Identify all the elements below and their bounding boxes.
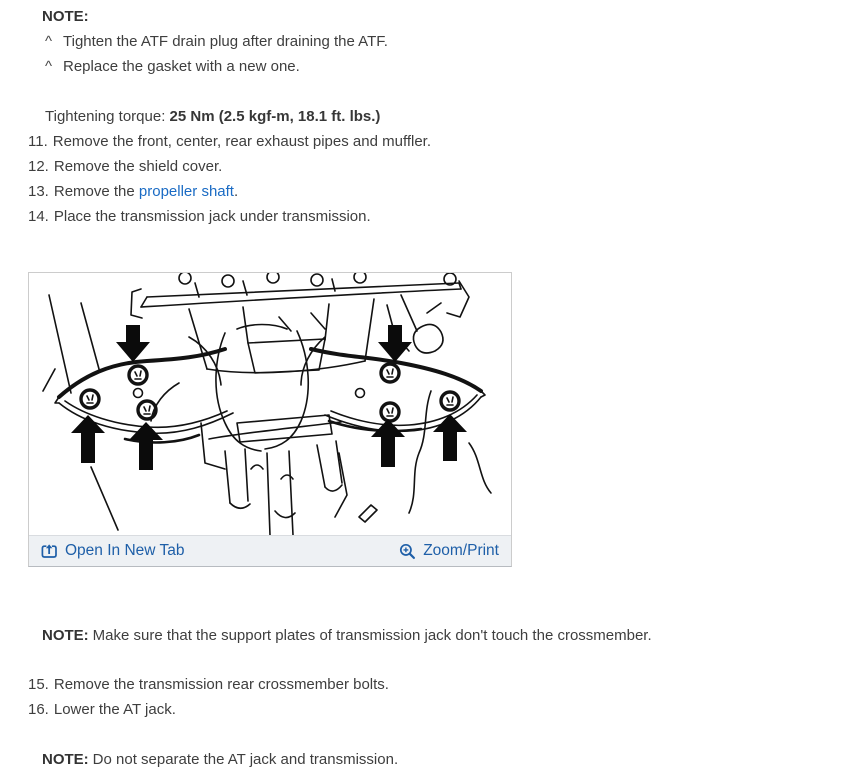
torque-label: Tightening torque: [45, 108, 170, 125]
bolt-marker [381, 364, 399, 382]
bolt-marker [381, 403, 399, 421]
step-13 [28, 179, 851, 204]
bolt-marker [129, 366, 147, 384]
propeller-shaft-link[interactable]: propeller shaft [138, 183, 234, 200]
up-arrow [71, 415, 105, 463]
step-number: 16. [28, 701, 49, 718]
note-bottom-text: Do not separate the AT jack and transmission. [92, 751, 399, 768]
step-12 [28, 154, 851, 179]
step-number: 15. [28, 676, 49, 693]
step-number: 13. [28, 183, 49, 200]
step-text: Remove the transmission rear crossmember bolts. [53, 676, 389, 693]
step-text: Place the transmission jack under transmission. [53, 208, 371, 225]
step-number: 14. [28, 208, 49, 225]
step-text-after: . [233, 183, 239, 200]
open-in-new-tab-label: Open In New Tab [65, 542, 185, 559]
down-arrow [116, 325, 150, 362]
note-middle-text: Make sure that the support plates of transmission jack don't touch the crossmember. [92, 627, 652, 644]
step-text-before: Remove the [53, 183, 139, 200]
step-text: Remove the shield cover. [53, 158, 223, 175]
steps-lower-group [28, 672, 851, 722]
caret-bullet: ^ [45, 58, 53, 75]
zoom-in-magnifier-icon [399, 543, 416, 560]
open-in-new-tab-link[interactable] [41, 536, 184, 566]
up-arrow [371, 419, 405, 467]
note-top-item [45, 54, 851, 79]
step-14 [28, 204, 851, 229]
zoom-print-label: Zoom/Print [423, 542, 499, 559]
note-top-item [45, 29, 851, 54]
note-bottom [42, 747, 851, 772]
step-text [54, 183, 238, 200]
torque-spec [45, 104, 851, 129]
bolt-marker [441, 392, 459, 410]
step-number: 12. [28, 158, 49, 175]
step-16 [28, 697, 851, 722]
figure-toolbar [29, 535, 511, 566]
up-arrow [129, 422, 163, 470]
zoom-print-link[interactable] [399, 536, 499, 566]
step-number: 11. [28, 133, 48, 150]
caret-bullet: ^ [45, 33, 53, 50]
note-middle-label: NOTE: [42, 627, 89, 644]
note-bottom-label: NOTE: [42, 751, 89, 768]
note-middle [42, 623, 851, 648]
note-top-item-text: Replace the gasket with a new one. [63, 58, 300, 75]
step-text: Remove the front, center, rear exhaust pipes and muffler. [52, 133, 432, 150]
open-in-new-tab-icon [41, 544, 58, 559]
note-top-label: NOTE: [42, 8, 89, 25]
crossmember-bolts-diagram[interactable] [29, 273, 511, 535]
step-11 [28, 129, 851, 154]
diagram-figure-widget [28, 272, 512, 567]
note-top-item-text: Tighten the ATF drain plug after draining the ATF. [63, 33, 388, 50]
crossmember-diagram-drawing [29, 273, 511, 535]
up-arrow [433, 414, 467, 461]
torque-value: 25 Nm (2.5 kgf-m, 18.1 ft. lbs.) [169, 108, 381, 125]
step-15 [28, 672, 851, 697]
step-text: Lower the AT jack. [53, 701, 176, 718]
down-arrow [378, 325, 412, 362]
bolt-marker [81, 390, 99, 408]
